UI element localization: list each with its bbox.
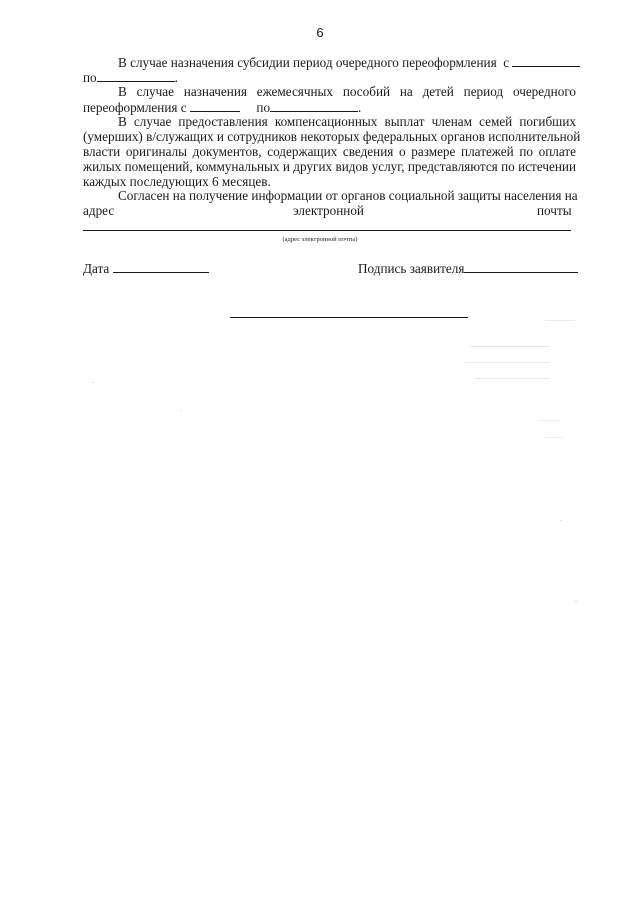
benefits-from-label: переоформления с: [83, 100, 187, 115]
benefits-from-blank: [190, 99, 240, 112]
email-address-caption: (адрес электронной почты): [282, 236, 358, 243]
benefits-end: .: [358, 100, 362, 115]
compensation-line-2: (умерших) в/служащих и сотрудников некоторых федеральных органов исполнительной: [83, 129, 581, 144]
compensation-line-1: В случае предоставления компенсационных выплат членам семей погибших: [118, 114, 576, 129]
consent-word-mail: почты: [537, 203, 572, 218]
benefits-to-blank: [270, 99, 358, 112]
compensation-line-5: каждых последующих 6 месяцев.: [83, 174, 271, 189]
consent-word-electronic: электронной: [293, 203, 364, 218]
benefits-to-word: по: [256, 100, 271, 115]
subsidy-to-word: по: [83, 70, 97, 85]
date-field: [83, 260, 209, 277]
compensation-line-3: власти оригиналы документов, содержащих сведения о размере платежей по оплате: [83, 144, 576, 159]
consent-line-1: Согласен на получение информации от органов социальной защиты населения на: [118, 188, 578, 203]
signature-field: [358, 260, 578, 277]
signature-blank: [464, 260, 578, 273]
page-number: 6: [316, 25, 324, 40]
closing-rule: [230, 317, 468, 318]
date-label: Дата: [83, 261, 110, 276]
consent-word-address: адрес: [83, 203, 115, 218]
compensation-line-4: жилых помещений, коммунальных и других видов услуг, представляются по истечении: [83, 159, 576, 174]
subsidy-from-blank: [512, 54, 580, 67]
subsidy-to-blank: [97, 69, 175, 82]
email-address-line: [83, 230, 571, 231]
signature-label: Подпись заявителя: [358, 261, 465, 276]
subsidy-from-word: с: [503, 55, 510, 70]
benefits-line-1: В случае назначения ежемесячных пособий на детей период очередного: [118, 84, 576, 99]
subsidy-text: В случае назначения субсидии период очередного переоформления: [118, 55, 497, 70]
subsidy-line-1: [118, 54, 580, 71]
date-blank: [113, 260, 209, 273]
subsidy-end: .: [174, 70, 178, 85]
